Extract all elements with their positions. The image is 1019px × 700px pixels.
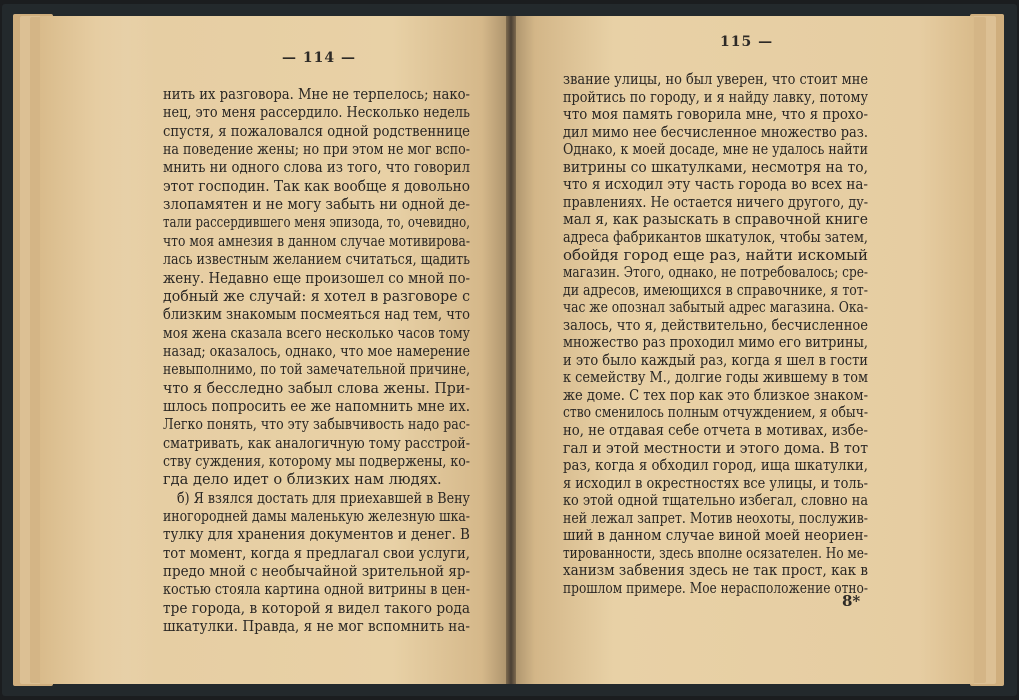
- left-text-line: моя жена сказала всего несколько часов тому: [163, 324, 471, 342]
- book-gutter: [506, 16, 516, 684]
- left-text-line: иногородней дамы маленькую железную шка-: [163, 508, 470, 526]
- left-text-line: злопамятен и не могу забыть ни одной де-: [163, 196, 471, 214]
- left-text-line: что я бесследно забыл слова жены. При-: [163, 379, 470, 397]
- right-text-line: прошлом примере. Мое нерасположение отно-: [563, 579, 869, 597]
- right-text-line: магазин. Этого, однако, не потребовалось; сре-: [563, 264, 869, 282]
- left-text-line: ству суждения, которому мы подвержены, ко-: [163, 453, 471, 470]
- left-text-line: невыполнимо, по той замечательной причине,: [163, 361, 471, 379]
- left-text-line: тот момент, когда я предлагал свои услуги,: [163, 544, 470, 562]
- right-text-line: раз, когда я обходил город, ища шкатулки,: [563, 457, 869, 475]
- right-text-line: я исходил в окрестностях все улицы, и толь-: [563, 474, 868, 492]
- left-text-line: шлось попросить ее же напомнить мне их.: [163, 397, 470, 415]
- right-text-line: правлениях. Не остается ничего другого, ду-: [563, 193, 869, 211]
- right-text-line: залось, что я, действительно, бесчисленное: [563, 316, 869, 334]
- paper-sheen: [96, 16, 156, 684]
- left-page-number: — 114 —: [282, 50, 356, 66]
- signature-mark: 8*: [842, 592, 861, 610]
- left-text-line: назад; оказалось, однако, что мое намерение: [163, 342, 470, 360]
- right-text-line: адреса фабрикантов шкатулок, чтобы затем,: [563, 228, 868, 246]
- left-text-line: сматривать, как аналогичную тому расстрой-: [163, 434, 470, 452]
- left-text-line: шкатулки. Правда, я не мог вспомнить на-: [163, 618, 470, 636]
- right-text-line: звание улицы, но был уверен, что стоит мне: [563, 71, 868, 88]
- right-text-line: обойдя город еще раз, найти искомый: [563, 246, 868, 264]
- right-text-line: ко этой одной тщательно избегал, словно на: [563, 492, 869, 510]
- right-text-line: же доме. С тех пор как это близкое знаком-: [563, 386, 869, 404]
- right-text-line: витрины со шкатулками, несмотря на то,: [563, 158, 868, 176]
- left-text-line: предо мной с необычайной зрительной яр-: [163, 563, 471, 581]
- left-text-line: спустя, я пожаловался одной родственнице: [163, 122, 470, 140]
- left-text-line: б) Я взялся достать для приехавшей в Вену: [177, 489, 471, 507]
- left-text-line: жену. Недавно еще произошел со мной по-: [163, 269, 471, 287]
- right-text-line: ство сменилось полным отчуждением, я обыч-: [563, 404, 868, 422]
- right-text-line: гал и этой местности и этого дома. В тот: [563, 439, 868, 457]
- right-page-number: 115 —: [720, 34, 774, 50]
- right-text-line: тированности, здесь вполне осязателен. Но ме-: [563, 544, 868, 562]
- right-text-line: ней лежал запрет. Мотив неохоты, послужив-: [563, 509, 868, 527]
- left-text-line: близким знакомым посмеяться над тем, что: [163, 306, 470, 324]
- left-text-line: добный же случай: я хотел в разговоре с: [163, 287, 470, 305]
- right-text-line: ханизм забвения здесь не так прост, как в: [563, 562, 869, 580]
- right-text-line: мал я, как разыскать в справочной книге: [563, 211, 868, 229]
- left-text-line: тали рассердившего меня эпизода, то, очевидно,: [163, 214, 470, 232]
- left-text-line: Легко понять, что эту забывчивость надо рас-: [163, 416, 470, 434]
- right-text-line: но, не отдавая себе отчета в мотивах, избе-: [563, 422, 869, 439]
- left-text-line: нить их разговора. Мне не терпелось; нако-: [163, 86, 471, 103]
- left-text-line: мнить ни одного слова из того, что говорил: [163, 159, 470, 177]
- left-text-line: тулку для хранения документов и денег. В: [163, 526, 470, 544]
- right-text-line: дил мимо нее бесчисленное множество раз.: [563, 123, 868, 141]
- right-text-line: ди адресов, имеющихся в справочнике, я тот-: [563, 281, 868, 299]
- right-text-line: пройтись по городу, и я найду лавку, потому: [563, 88, 868, 106]
- right-text-line: к семейству М., долгие годы жившему в том: [563, 369, 869, 387]
- left-text-line: что моя амнезия в данном случае мотивирова-: [163, 232, 471, 250]
- left-text-line: этот господин. Так как вообще я довольно: [163, 177, 470, 195]
- left-text-line: нец, это меня рассердило. Несколько недель: [163, 104, 470, 122]
- right-text-line: что моя память говорила мне, что я прохо-: [563, 106, 868, 124]
- left-text-line: гда дело идет о близких нам людях.: [163, 471, 442, 489]
- left-text-line: на поведение жены; но при этом не мог вспо-: [163, 141, 470, 159]
- right-text-line: и это было каждый раз, когда я шел в гости: [563, 351, 868, 369]
- left-text-line: костью стояла картина одной витрины в цен-: [163, 581, 470, 599]
- left-text-line: тре города, в которой я видел такого рода: [163, 599, 471, 617]
- right-text-line: ший в данном случае виной моей неориен-: [563, 527, 869, 545]
- right-text-line: множество раз проходил мимо его витрины,: [563, 334, 868, 352]
- left-text-line: лась известным желанием считаться, щадить: [163, 251, 471, 269]
- right-text-line: Однако, к моей досаде, мне не удалось найти: [563, 141, 869, 159]
- right-text-line: час же опознал забытый адрес магазина. Ока-: [563, 299, 869, 317]
- right-text-line: что я исходил эту часть города во всех на-: [563, 176, 868, 194]
